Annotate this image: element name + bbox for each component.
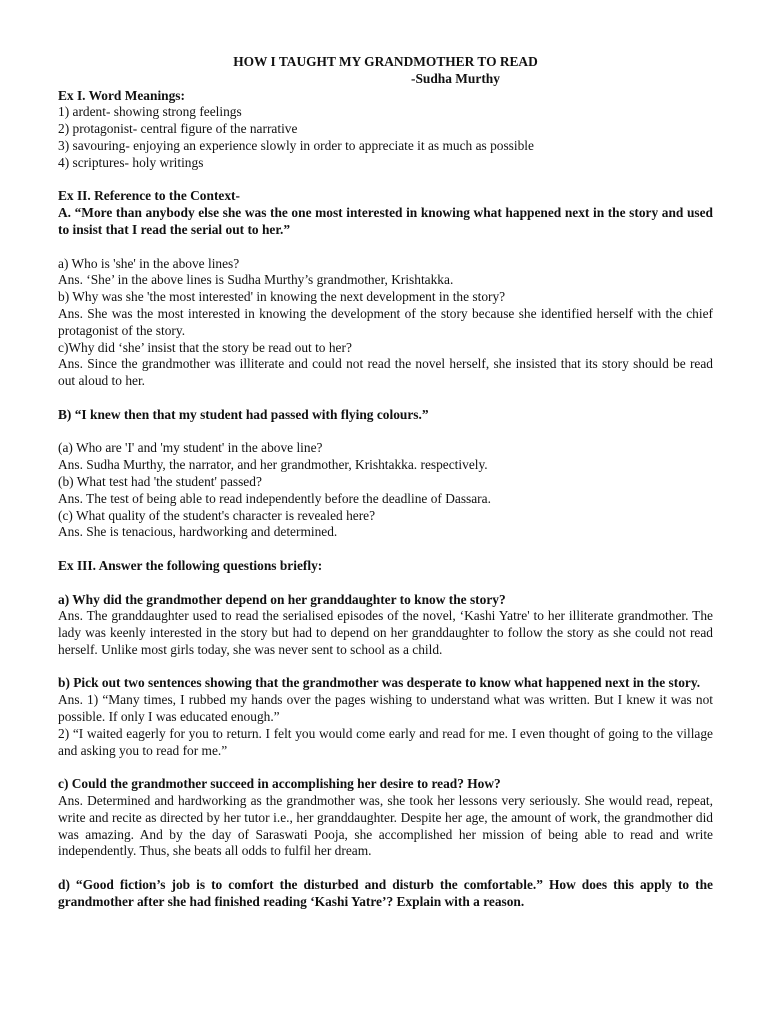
question: c) Could the grandmother succeed in accomplishing her desire to read? How? [58,776,501,792]
ex2-quote-a: A. “More than anybody else she was the one most interested in knowing what happened next in the story and used to insist that I read the serial out to her.” [58,205,713,237]
ex2-quote-b: B) “I knew then that my student had passed with flying colours.” [58,406,429,422]
ex2-heading: Ex II. Reference to the Context- [58,188,240,204]
word-meaning-item: 4) scriptures- holy writings [58,154,204,170]
question: b) Pick out two sentences showing that the grandmother was desperate to know what happened next in the story. [58,675,701,691]
question: a) Who is 'she' in the above lines? [58,255,240,271]
word-meaning-item: 3) savouring- enjoying an experience slowly in order to appreciate it as much as possible [58,137,534,153]
answer: Ans. She is tenacious, hardworking and determined. [58,524,338,540]
word-meaning-item: 2) protagonist- central figure of the narrative [58,121,298,137]
answer: Ans. 1) “Many times, I rubbed my hands over the pages wishing to understand what was written. But I knew it was not possible. If only I was educated enough.” [58,692,713,725]
answer: Ans. Determined and hardworking as the grandmother was, she took her lessons very seriously. She would read, repeat, write and recite as directed by her tutor i.e., her granddaughter. Despite her age, the amount of work, the grandmother did was amazing. And by the day of Saraswati Pooja, she accomplished her mission of being able to read and write independently. Thus, she beats all odds to fulfil her dream. [58,793,713,859]
question: a) Why did the grandmother depend on her granddaughter to know the story? [58,591,506,607]
answer: Ans. Sudha Murthy, the narrator, and her grandmother, Krishtakka. respectively. [58,457,488,473]
question: (b) What test had 'the student' passed? [58,473,262,489]
question: (c) What quality of the student's character is revealed here? [58,507,376,523]
question: c)Why did ‘she’ insist that the story be read out to her? [58,339,352,355]
ex3-heading: Ex III. Answer the following questions briefly: [58,557,323,573]
answer: Ans. She was the most interested in knowing the development of the story because she identified herself with the chief protagonist of the story. [58,305,713,338]
word-meaning-item: 1) ardent- showing strong feelings [58,104,242,120]
answer: Ans. The test of being able to read independently before the deadline of Dassara. [58,490,491,506]
ex1-heading: Ex I. Word Meanings: [58,87,185,103]
question: d) “Good fiction’s job is to comfort the disturbed and disturb the comfortable.” How does this apply to the grandmother after she had finished reading ‘Kashi Yatre’? Explain with a reason. [58,877,713,909]
answer: Ans. Since the grandmother was illiterate and could not read the novel herself, she insisted that its story should be read out aloud to her. [58,356,713,389]
answer: Ans. The granddaughter used to read the serialised episodes of the novel, ‘Kashi Yatre' to her illiterate grandmother. The lady was keenly interested in the story but had to depend on her granddaughter to follow the story as she could not read herself. Unlike most girls today, she was never sent to school as a child. [58,608,713,657]
document-title: HOW I TAUGHT MY GRANDMOTHER TO READ [233,54,538,69]
question: b) Why was she 'the most interested' in knowing the next development in the story? [58,289,506,305]
question: (a) Who are 'I' and 'my student' in the above line? [58,440,323,456]
author-line: -Sudha Murthy [411,70,500,86]
answer: 2) “I waited eagerly for you to return. I felt you would come early and read for me. I even thought of going to the village and asking you to read for me.” [58,725,713,758]
answer: Ans. ‘She’ in the above lines is Sudha Murthy’s grandmother, Krishtakka. [58,272,454,288]
document-page [58,54,713,911]
